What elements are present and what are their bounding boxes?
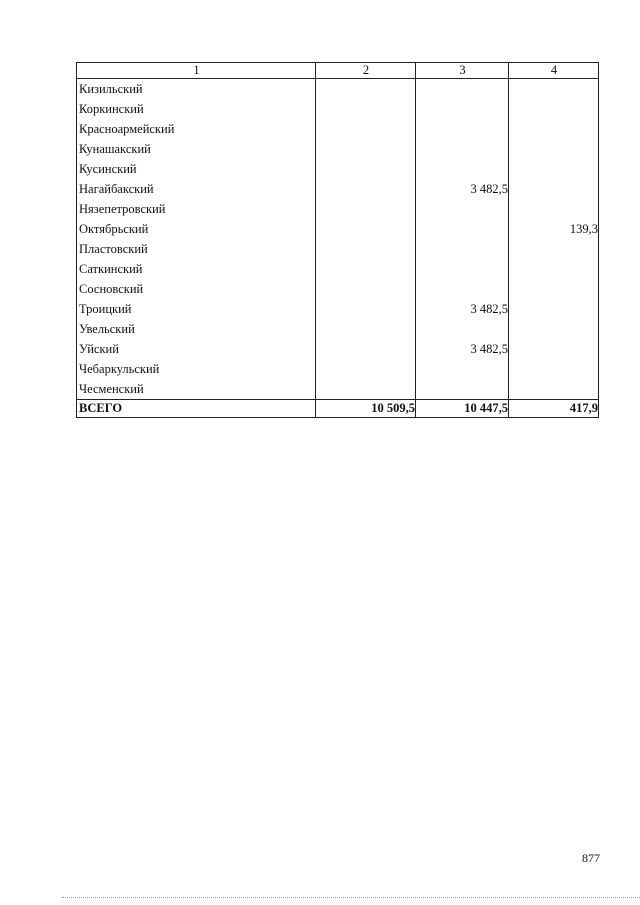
table-row <box>77 119 599 139</box>
value-col-4 <box>509 339 599 359</box>
value-col-4 <box>509 99 599 119</box>
value-col-2 <box>316 199 416 219</box>
value-col-4 <box>509 379 599 400</box>
value-col-4 <box>509 179 599 199</box>
value-col-4: 139,3 <box>509 219 599 239</box>
column-header-4: 4 <box>509 63 599 79</box>
value-col-3 <box>416 119 509 139</box>
page-number: 877 <box>582 851 600 865</box>
district-name: Сосновский <box>77 279 316 299</box>
total-col-2: 10 509,5 <box>316 400 416 418</box>
district-name: Чесменский <box>77 379 316 400</box>
allocation-table <box>76 62 599 418</box>
table-header-row <box>77 63 599 79</box>
district-name: Чебаркульский <box>77 359 316 379</box>
table-row <box>77 139 599 159</box>
table-row <box>77 239 599 259</box>
district-name: Саткинский <box>77 259 316 279</box>
value-col-4 <box>509 299 599 319</box>
value-col-4 <box>509 239 599 259</box>
value-col-3: 3 482,5 <box>416 179 509 199</box>
total-label: ВСЕГО <box>77 400 316 418</box>
district-name: Нагайбакский <box>77 179 316 199</box>
value-col-4 <box>509 259 599 279</box>
value-col-3 <box>416 239 509 259</box>
value-col-3 <box>416 279 509 299</box>
district-name: Увельский <box>77 319 316 339</box>
value-col-4 <box>509 319 599 339</box>
district-name: Кусинский <box>77 159 316 179</box>
value-col-2 <box>316 219 416 239</box>
footer-dotted-rule <box>62 897 640 898</box>
district-name: Красноармейский <box>77 119 316 139</box>
value-col-3: 3 482,5 <box>416 299 509 319</box>
table-row <box>77 99 599 119</box>
district-name: Октябрьский <box>77 219 316 239</box>
value-col-2 <box>316 159 416 179</box>
value-col-2 <box>316 379 416 400</box>
value-col-3: 3 482,5 <box>416 339 509 359</box>
value-col-3 <box>416 259 509 279</box>
value-col-3 <box>416 319 509 339</box>
column-header-3: 3 <box>416 63 509 79</box>
total-col-3: 10 447,5 <box>416 400 509 418</box>
value-col-3 <box>416 359 509 379</box>
district-name: Нязепетровский <box>77 199 316 219</box>
value-col-4 <box>509 199 599 219</box>
value-col-4 <box>509 359 599 379</box>
table-row <box>77 179 599 199</box>
column-header-2: 2 <box>316 63 416 79</box>
value-col-2 <box>316 279 416 299</box>
value-col-2 <box>316 239 416 259</box>
value-col-2 <box>316 359 416 379</box>
value-col-3 <box>416 139 509 159</box>
value-col-2 <box>316 139 416 159</box>
value-col-3 <box>416 379 509 400</box>
value-col-3 <box>416 199 509 219</box>
value-col-3 <box>416 219 509 239</box>
value-col-2 <box>316 179 416 199</box>
district-name: Кунашакский <box>77 139 316 159</box>
value-col-2 <box>316 339 416 359</box>
district-name: Уйский <box>77 339 316 359</box>
table-row <box>77 379 599 400</box>
table-row <box>77 219 599 239</box>
table-row <box>77 159 599 179</box>
table-row <box>77 199 599 219</box>
table-row <box>77 359 599 379</box>
value-col-2 <box>316 259 416 279</box>
table-row <box>77 319 599 339</box>
table-row <box>77 279 599 299</box>
value-col-4 <box>509 119 599 139</box>
value-col-2 <box>316 299 416 319</box>
value-col-4 <box>509 279 599 299</box>
value-col-3 <box>416 99 509 119</box>
table-row <box>77 299 599 319</box>
table-row <box>77 259 599 279</box>
value-col-2 <box>316 99 416 119</box>
value-col-3 <box>416 79 509 100</box>
district-name: Коркинский <box>77 99 316 119</box>
value-col-3 <box>416 159 509 179</box>
value-col-2 <box>316 319 416 339</box>
total-col-4: 417,9 <box>509 400 599 418</box>
district-name: Кизильский <box>77 79 316 100</box>
table-row <box>77 79 599 100</box>
total-row <box>77 400 599 418</box>
value-col-4 <box>509 139 599 159</box>
value-col-2 <box>316 119 416 139</box>
value-col-4 <box>509 159 599 179</box>
value-col-4 <box>509 79 599 100</box>
table-row <box>77 339 599 359</box>
column-header-1: 1 <box>77 63 316 79</box>
value-col-2 <box>316 79 416 100</box>
district-name: Пластовский <box>77 239 316 259</box>
district-name: Троицкий <box>77 299 316 319</box>
